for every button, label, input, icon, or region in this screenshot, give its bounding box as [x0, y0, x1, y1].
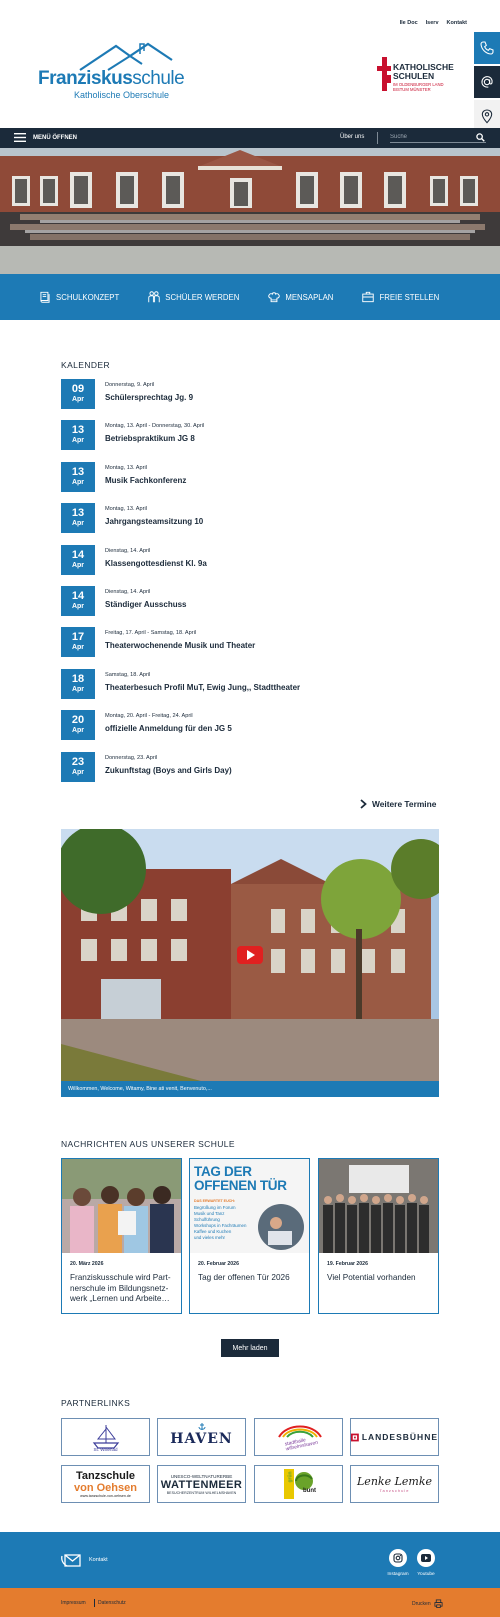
print-label: Drucken — [412, 1600, 431, 1607]
more-events-link[interactable] — [360, 799, 436, 809]
email-button[interactable] — [474, 66, 500, 98]
briefcase-icon — [361, 290, 375, 304]
event-date-text: Montag, 20. April - Freitag, 24. April — [105, 713, 193, 719]
event-title: Ständiger Ausschuss — [105, 600, 187, 609]
video-thumbnail — [61, 829, 439, 1097]
poster-item: Schulführung — [194, 1217, 220, 1222]
event-title: Musik Fachkonferenz — [105, 476, 187, 485]
partners-heading: PARTNERLINKS — [61, 1398, 131, 1408]
side-toolbar — [474, 32, 500, 134]
top-link-kontakt[interactable]: Kontakt — [446, 20, 467, 26]
quicklink-schueler-werden[interactable] — [147, 290, 239, 304]
anchor-icon — [197, 1422, 207, 1431]
ksh-line1: KATHOLISCHE — [393, 62, 454, 72]
partner-text: www.tanzschule-von-oehsen.de — [80, 1493, 131, 1498]
quicklink-label: MENSAPLAN — [285, 292, 334, 302]
quicklink-schulkonzept[interactable] — [38, 290, 119, 304]
event-date-text: Samstag, 18. April — [105, 672, 151, 678]
load-more-button[interactable]: Mehr laden — [221, 1339, 279, 1357]
partner-text: Tanzschule — [75, 1469, 136, 1482]
partner-text: LANDESBÜHNE — [361, 1432, 438, 1442]
chevron-right-icon — [360, 799, 367, 809]
mail-phone-icon — [61, 1552, 81, 1568]
news-card[interactable] — [318, 1158, 439, 1314]
menu-label: MENÜ ÖFFNEN — [33, 134, 77, 141]
news-title: Tag der offenen Tür 2026 — [198, 1273, 290, 1282]
phone-button[interactable] — [474, 32, 500, 64]
quicklink-freie-stellen[interactable] — [361, 290, 439, 304]
event-date-badge: 13 Apr — [61, 462, 95, 492]
news-image — [319, 1159, 438, 1253]
youtube-icon — [421, 1554, 431, 1562]
poster-headline1: TAG DER — [194, 1164, 252, 1179]
partner-logo-gruen-bunt[interactable] — [254, 1465, 343, 1503]
datenschutz-link[interactable]: Datenschutz — [98, 1600, 126, 1606]
impressum-link[interactable]: Impressum — [61, 1600, 86, 1606]
event-title: Theaterwochenende Musik und Theater — [105, 641, 256, 650]
logo-wordmark: Franziskusschule — [38, 68, 185, 89]
partner-logo-wattenmeer[interactable] — [157, 1465, 246, 1503]
youtube-label: Youtube — [417, 1572, 435, 1577]
news-image — [62, 1159, 181, 1253]
partner-text: UNESCO-WELTNATURERBE — [170, 1473, 233, 1479]
quicklinks-bar — [0, 274, 500, 320]
nav-divider — [377, 132, 378, 144]
event-title: Klassengottesdienst Kl. 9a — [105, 559, 207, 568]
calendar-event[interactable] — [61, 627, 441, 657]
ksh-line4: BISTUM MÜNSTER — [393, 87, 431, 92]
event-date-text: Donnerstag, 9. April — [105, 382, 155, 388]
video-caption: Willkommen, Welcome, Witamy, Bine ati venit, Benvenuto,... — [61, 1081, 439, 1097]
poster-headline2: OFFENEN TÜR — [194, 1178, 287, 1193]
calendar-event[interactable] — [61, 586, 441, 616]
landesbuehne-mark-icon — [351, 1433, 359, 1442]
sub-footer — [0, 1588, 500, 1617]
partner-text: bunt — [303, 1488, 316, 1494]
calendar-heading: KALENDER — [61, 360, 111, 370]
poster-item: Begrüßung im Forum — [194, 1205, 236, 1210]
poster-photo — [256, 1203, 306, 1251]
footer-contact-link[interactable] — [61, 1552, 108, 1568]
more-events-label: Weitere Termine — [372, 799, 437, 809]
event-title: Betriebspraktikum JG 8 — [105, 434, 195, 443]
hero-school-photo — [0, 148, 500, 274]
event-date-badge: 14 Apr — [61, 545, 95, 575]
event-date-badge: 13 Apr — [61, 420, 95, 450]
event-date-badge: 18 Apr — [61, 669, 95, 699]
event-date-text: Dienstag, 14. April — [105, 548, 151, 554]
partner-logo-tanzschule-oehsen[interactable] — [61, 1465, 150, 1503]
menu-open-button[interactable] — [14, 133, 77, 142]
youtube-link[interactable] — [411, 1549, 441, 1577]
event-date-badge: 13 Apr — [61, 503, 95, 533]
news-date: 19. Februar 2026 — [327, 1261, 368, 1267]
about-link[interactable]: Über uns — [340, 134, 365, 140]
calendar-event[interactable] — [61, 710, 441, 740]
top-link-ile-doc[interactable]: Ile Doc — [399, 20, 418, 26]
event-title: Zukunftstag (Boys and Girls Day) — [105, 766, 232, 775]
search-icon[interactable] — [476, 133, 485, 142]
event-date-text: Donnerstag, 23. April — [105, 755, 158, 761]
poster-item: Kaffee und Kuchen — [194, 1229, 232, 1234]
event-date-text: Montag, 13. April — [105, 465, 147, 471]
at-icon — [479, 74, 495, 90]
location-pin-icon — [479, 108, 495, 124]
book-icon — [38, 290, 52, 304]
partner-text: St. Willehad — [93, 1447, 118, 1452]
partner-text: BESUCHERZENTRUM WILHELMSHAVEN — [166, 1490, 237, 1495]
calendar-event[interactable] — [61, 752, 441, 782]
ksh-line2: SCHULEN — [393, 71, 435, 81]
news-date: 20. Februar 2026 — [198, 1261, 239, 1267]
partner-text: von Oehsen — [74, 1481, 137, 1494]
partner-logo-haven[interactable] — [157, 1418, 246, 1456]
partner-text: HAVEN — [170, 1431, 233, 1447]
partner-logo-lenke-lemke[interactable] — [350, 1465, 439, 1503]
school-logo[interactable] — [38, 40, 185, 100]
event-title: Schülersprechtag Jg. 9 — [105, 393, 194, 402]
news-date: 20. März 2026 — [70, 1261, 104, 1267]
quicklink-label: SCHULKONZEPT — [56, 292, 120, 302]
poster-sub: DAS ERWARTET EUCH: — [194, 1199, 236, 1203]
main-nav — [0, 128, 500, 148]
news-card[interactable] — [189, 1158, 310, 1314]
calendar-event[interactable] — [61, 503, 441, 533]
welcome-video[interactable] — [61, 829, 439, 1097]
phone-icon — [479, 40, 495, 56]
news-image-poster — [190, 1159, 309, 1253]
event-title: Jahrgangsteamsitzung 10 — [105, 517, 204, 526]
poster-item: Workshops in Fachräumen — [194, 1223, 247, 1228]
partner-logo-landesbuehne[interactable] — [350, 1418, 439, 1456]
print-button[interactable] — [412, 1599, 443, 1608]
top-links — [400, 20, 467, 26]
poster-item: Musik und Tanz — [194, 1211, 225, 1216]
footer-contact-label: Kontakt — [89, 1557, 108, 1563]
event-date-text: Montag, 13. April - Donnerstag, 30. April — [105, 423, 205, 429]
printer-icon — [434, 1599, 443, 1608]
calendar-event[interactable] — [61, 462, 441, 492]
instagram-icon — [393, 1553, 403, 1563]
partner-text: WATTENMEER — [160, 1478, 243, 1491]
event-date-text: Freitag, 17. April - Samstag, 18. April — [105, 630, 197, 636]
partner-text: grün — [287, 1471, 294, 1483]
event-date-badge: 17 Apr — [61, 627, 95, 657]
event-date-badge: 20 Apr — [61, 710, 95, 740]
event-title: offizielle Anmeldung für den JG 5 — [105, 724, 232, 733]
quicklink-label: FREIE STELLEN — [379, 292, 440, 302]
news-card[interactable] — [61, 1158, 182, 1314]
partner-logo-st-willehad[interactable] — [61, 1418, 150, 1456]
partner-text: Lenke Lemke — [357, 1475, 432, 1488]
chef-hat-icon — [267, 290, 281, 304]
event-date-badge: 14 Apr — [61, 586, 95, 616]
event-title: Theaterbesuch Profil MuT, Ewig Jung,, Stadttheater — [105, 683, 301, 692]
search-input[interactable] — [390, 132, 486, 143]
calendar-event[interactable] — [61, 420, 441, 450]
event-date-text: Montag, 13. April — [105, 506, 147, 512]
partner-text: Tanzschule — [379, 1488, 410, 1493]
instagram-link[interactable] — [383, 1549, 413, 1577]
event-date-badge: 23 Apr — [61, 752, 95, 782]
cross-logo-icon — [377, 57, 391, 91]
footer — [0, 1532, 500, 1588]
katholische-schulen-logo[interactable] — [377, 57, 467, 93]
quicklink-label: SCHÜLER WERDEN — [165, 292, 240, 302]
news-title: Viel Potential vorhanden — [327, 1273, 416, 1282]
instagram-label: Instagram — [387, 1572, 409, 1577]
logo-subtitle: Katholische Oberschule — [74, 90, 170, 100]
ksh-line3: IM OLDENBURGER LAND — [393, 82, 444, 87]
calendar-event[interactable] — [61, 545, 441, 575]
students-icon — [147, 290, 161, 304]
quicklink-mensaplan[interactable] — [267, 290, 333, 304]
news-heading: NACHRICHTEN AUS UNSERER SCHULE — [61, 1139, 235, 1149]
partner-text: stadthalle wilhelmshaven — [284, 1437, 319, 1453]
legal-divider — [94, 1599, 95, 1607]
calendar-event[interactable] — [61, 379, 441, 409]
calendar-event[interactable] — [61, 669, 441, 699]
top-link-iserv[interactable]: Iserv — [425, 20, 439, 26]
news-title: Franziskusschule wird Partnerschule im Bildungsnetzwerk „Lernen und Arbeite… — [70, 1273, 171, 1303]
event-date-text: Dienstag, 14. April — [105, 589, 151, 595]
hamburger-icon — [14, 133, 26, 142]
partner-logo-stadthalle[interactable] — [254, 1418, 343, 1456]
poster-item: und vieles mehr — [194, 1235, 225, 1240]
event-date-badge: 09 Apr — [61, 379, 95, 409]
